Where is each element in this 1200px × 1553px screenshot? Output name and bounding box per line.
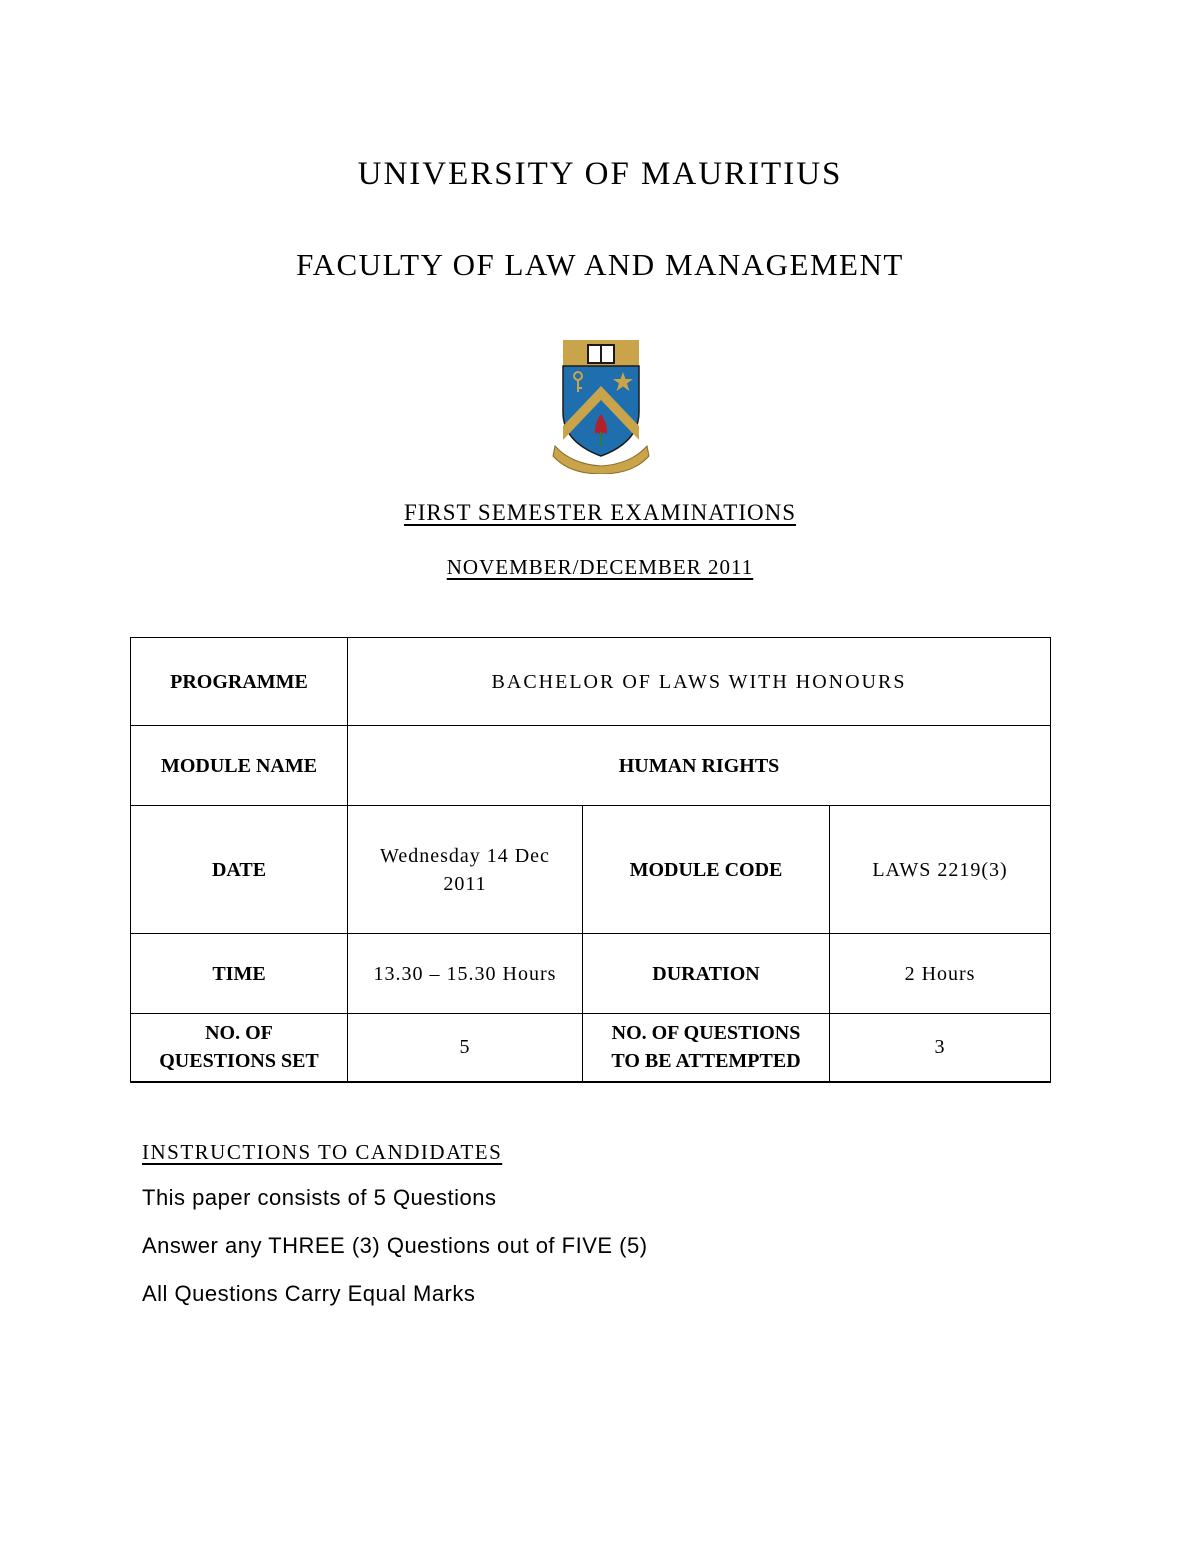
questions-attempted-label-line2: TO BE ATTEMPTED <box>611 1050 801 1073</box>
instruction-line: Answer any THREE (3) Questions out of FIVE (5) <box>142 1233 648 1258</box>
faculty-title: FACULTY OF LAW AND MANAGEMENT <box>296 247 904 282</box>
questions-attempted-value: 3 <box>830 1014 1051 1082</box>
exam-title: FIRST SEMESTER EXAMINATIONS <box>403 500 797 525</box>
duration-value: 2 Hours <box>830 934 1051 1014</box>
instruction-line: This paper consists of 5 Questions <box>142 1185 497 1210</box>
questions-set-label-line2: QUESTIONS SET <box>159 1050 319 1073</box>
date-value-line1: Wednesday 14 Dec <box>380 844 550 867</box>
date-value-line2: 2011 <box>443 872 487 895</box>
questions-set-value: 5 <box>348 1014 583 1082</box>
module-name-label: MODULE NAME <box>131 726 348 806</box>
time-label: TIME <box>131 934 348 1014</box>
questions-set-label-line1: NO. OF <box>205 1022 273 1045</box>
module-name-value: HUMAN RIGHTS <box>348 726 1051 806</box>
university-crest-icon <box>551 334 651 474</box>
module-code-value: LAWS 2219(3) <box>830 806 1051 934</box>
university-title: UNIVERSITY OF MAURITIUS <box>357 156 843 192</box>
questions-set-label <box>131 1014 348 1082</box>
programme-value: BACHELOR OF LAWS WITH HONOURS <box>348 638 1051 726</box>
date-value <box>348 806 583 934</box>
table-row <box>131 726 1051 806</box>
table-row <box>131 638 1051 726</box>
instructions-heading: INSTRUCTIONS TO CANDIDATES <box>142 1140 503 1164</box>
questions-attempted-label-line1: NO. OF QUESTIONS <box>611 1022 801 1045</box>
questions-attempted-label <box>583 1014 830 1082</box>
duration-label: DURATION <box>583 934 830 1014</box>
instruction-line: All Questions Carry Equal Marks <box>142 1281 476 1306</box>
table-row <box>131 934 1051 1014</box>
programme-label: PROGRAMME <box>131 638 348 726</box>
table-row <box>131 806 1051 934</box>
table-row <box>131 1014 1051 1082</box>
exam-details-table <box>130 637 1051 1083</box>
exam-session: NOVEMBER/DECEMBER 2011 <box>446 555 754 579</box>
date-label: DATE <box>131 806 348 934</box>
module-code-label: MODULE CODE <box>583 806 830 934</box>
time-value: 13.30 – 15.30 Hours <box>348 934 583 1014</box>
